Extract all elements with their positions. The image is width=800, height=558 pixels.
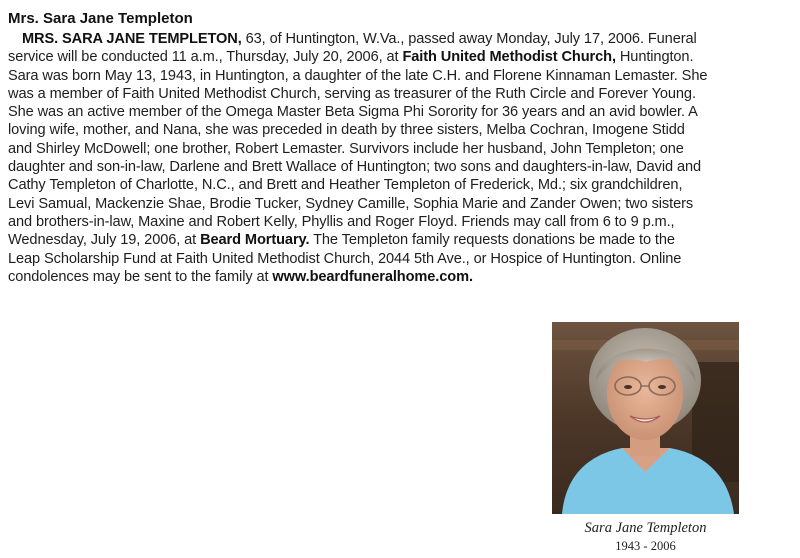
obituary-line: Levi Samual, Mackenzie Shae, Brodie Tucker, Sydney Camille, Sophia Marie and Zander Owen; two sisters bbox=[8, 195, 694, 212]
obituary-line: and Shirley McDowell; one brother, Robert Lemaster. Survivors include her husband, John Templeton; one bbox=[8, 140, 684, 157]
obituary-line: service will be conducted 11 a.m., Thursday, July 20, 2006, at Faith United Methodist Church, Huntington. bbox=[8, 49, 694, 66]
obituary-line: She was an active member of the Omega Master Beta Sigma Phi Sorority for 36 years and an avid bowler. A bbox=[8, 104, 698, 121]
mortuary-name-bold: Beard Mortuary. bbox=[200, 232, 310, 249]
portrait-illustration bbox=[552, 322, 739, 514]
website-bold: www.beardfuneralhome.com. bbox=[272, 268, 473, 285]
obituary-line: MRS. SARA JANE TEMPLETON, 63, of Huntington, W.Va., passed away Monday, July 17, 2006. Funeral bbox=[22, 31, 697, 47]
obituary-line: Sara was born May 13, 1943, in Huntington, a daughter of the late C.H. and Florene Kinnaman Lemaster. She bbox=[8, 67, 708, 84]
obituary-line: daughter and son-in-law, Darlene and Brett Wallace of Huntington; two sons and daughters-in-law, David and bbox=[8, 159, 702, 176]
obituary-title: Mrs. Sara Jane Templeton bbox=[8, 10, 193, 27]
obituary-line: was a member of Faith United Methodist Church, serving as treasurer of the Ruth Circle and Forever Young. bbox=[8, 85, 696, 102]
obituary-body bbox=[8, 30, 792, 286]
obituary-line: condolences may be sent to the family at www.beardfuneralhome.com. bbox=[8, 268, 473, 285]
caption-years: 1943 - 2006 bbox=[615, 539, 676, 553]
obituary-line: loving wife, mother, and Nana, she was preceded in death by three sisters, Melba Cochran, Imogene Stidd bbox=[8, 122, 685, 139]
obituary-line: Leap Scholarship Fund at Faith United Methodist Church, 2044 5th Ave., or Hospice of Huntington. Online bbox=[8, 250, 682, 267]
church-name-bold: Faith United Methodist Church, bbox=[402, 49, 616, 66]
portrait-photo bbox=[552, 322, 739, 514]
photo-caption bbox=[552, 520, 739, 554]
obituary-line: and brothers-in-law, Maxine and Robert Kelly, Phyllis and Roger Floyd. Friends may call from 6 to 9 p.m., bbox=[8, 213, 675, 230]
obituary-line: Wednesday, July 19, 2006, at Beard Mortuary. The Templeton family requests donations be made to the bbox=[8, 232, 675, 249]
caption-name: Sara Jane Templeton bbox=[584, 520, 707, 536]
deceased-name-bold: MRS. SARA JANE TEMPLETON, bbox=[22, 31, 242, 47]
obituary-line: Cathy Templeton of Charlotte, N.C., and Brett and Heather Templeton of Frederick, Md.; six grandchildren, bbox=[8, 177, 683, 194]
